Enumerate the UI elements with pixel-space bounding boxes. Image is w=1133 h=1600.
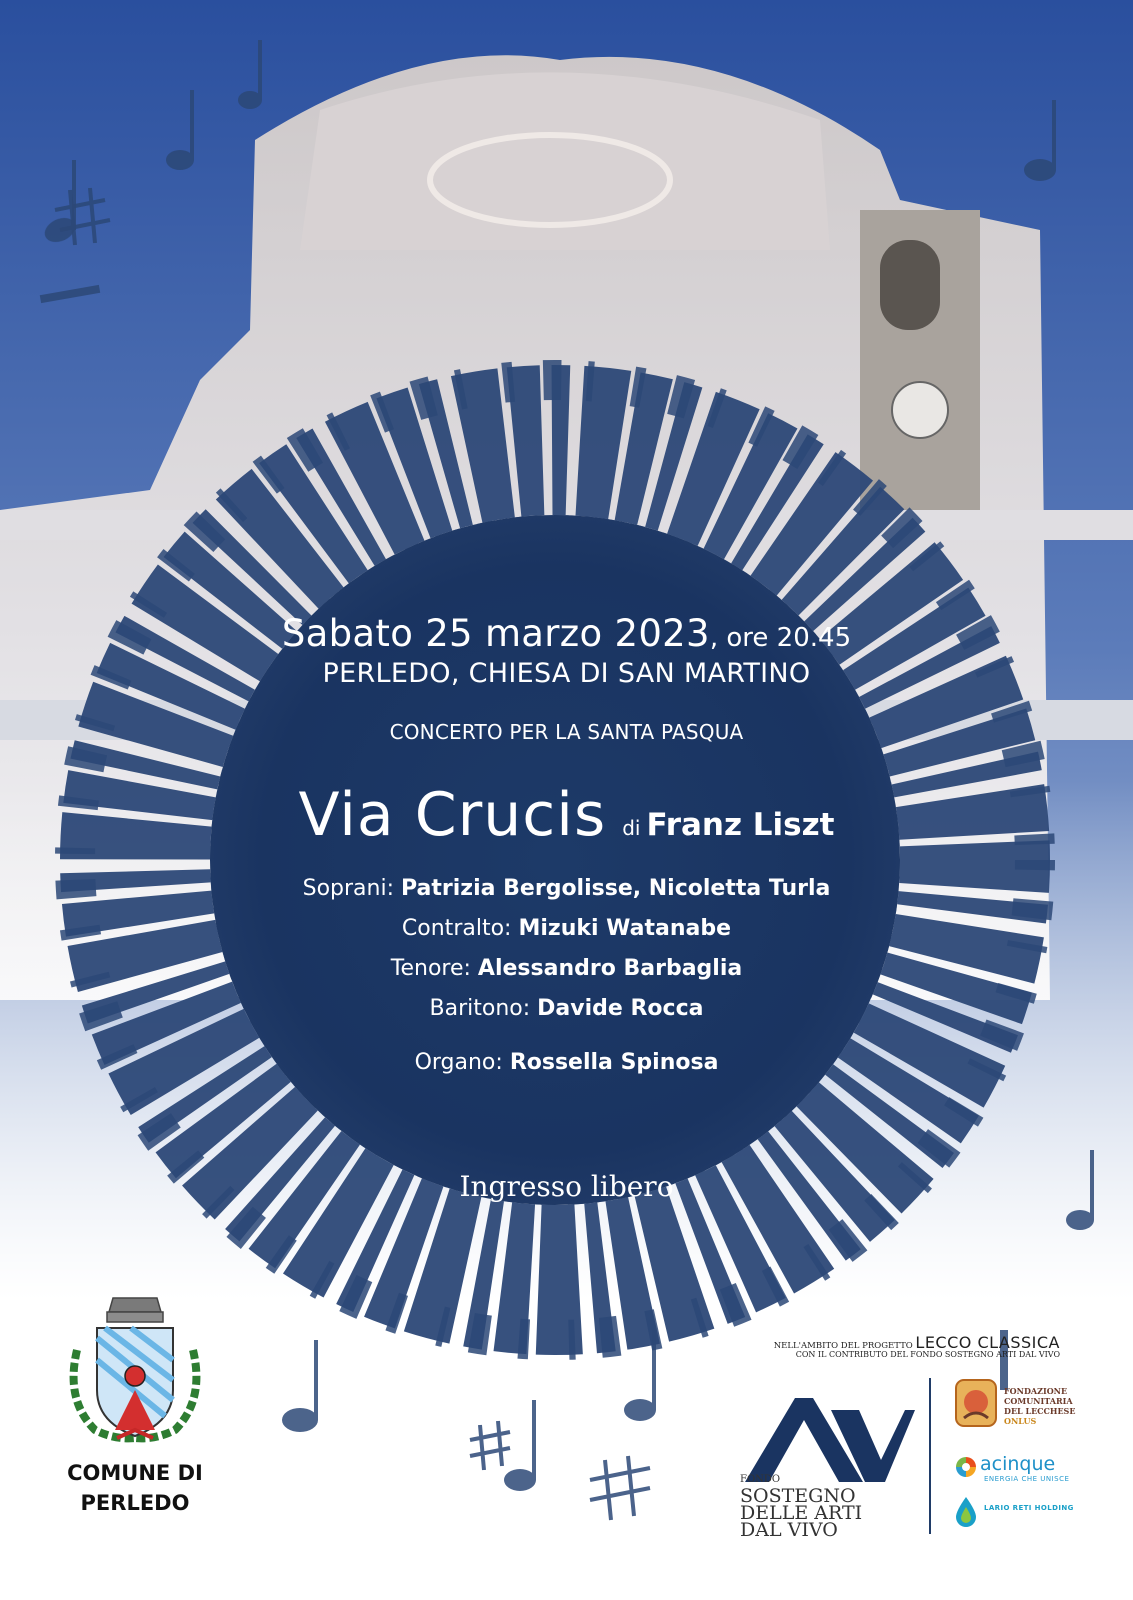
sponsor-divider — [929, 1378, 931, 1534]
comune-crest-icon — [55, 1290, 215, 1450]
event-date: Sabato 25 marzo 2023 — [281, 612, 710, 655]
performer-role: Soprani: — [302, 876, 395, 901]
fondazione-logo-icon — [954, 1378, 998, 1428]
performer-line — [0, 908, 1133, 949]
performer-line — [0, 988, 1133, 1029]
fondo-line: DELLE ARTI — [740, 1502, 863, 1524]
fondazione-line: DEL LECCHESE — [1004, 1406, 1076, 1416]
acinque-name: acinque — [980, 1453, 1056, 1475]
admission-note: Ingresso libero — [459, 1170, 674, 1203]
event-subtitle: CONCERTO PER LA SANTA PASQUA — [389, 720, 744, 744]
work-title: Via Crucis — [298, 780, 607, 850]
acinque-logo-icon — [954, 1455, 978, 1479]
performer-role: Tenore: — [390, 956, 471, 981]
project-prefix: NELL'AMBITO DEL PROGETTO — [773, 1341, 913, 1351]
performer-name: Mizuki Watanabe — [518, 916, 732, 941]
event-venue: PERLEDO, CHIESA DI SAN MARTINO — [322, 658, 811, 689]
performer-name: Rossella Spinosa — [509, 1050, 719, 1075]
fondo-line: DAL VIVO — [740, 1519, 838, 1541]
comune-label: COMUNE DI — [67, 1461, 203, 1485]
performer-role: Contralto: — [401, 916, 512, 941]
fondazione-line: FONDAZIONE — [1004, 1386, 1068, 1396]
performer-name: Alessandro Barbaglia — [477, 956, 743, 981]
event-date-line — [0, 612, 1133, 655]
fondo-label: FONDO — [740, 1474, 781, 1485]
performer-name: Patrizia Bergolisse, Nicoletta Turla — [401, 876, 831, 901]
work-by: di — [622, 816, 641, 840]
fondazione-line: COMUNITARIA — [1004, 1396, 1073, 1406]
fondo-line: SOSTEGNO — [740, 1485, 856, 1507]
work-title-line — [0, 780, 1133, 850]
fondazione-onlus: ONLUS — [1004, 1416, 1037, 1426]
event-time: , ore 20.45 — [709, 623, 852, 653]
contribution-line: CON IL CONTRIBUTO DEL FONDO SOSTEGNO ARTI DAL VIVO — [795, 1350, 1060, 1359]
project-name: LECCO CLASSICA — [915, 1333, 1060, 1352]
performer-name: Davide Rocca — [537, 996, 704, 1021]
fondo-name — [740, 1485, 863, 1541]
comune-name: PERLEDO — [80, 1491, 190, 1515]
performer-role: Baritono: — [429, 996, 531, 1021]
performer-line — [0, 1042, 1133, 1083]
performer-line — [0, 948, 1133, 989]
composer-name: Franz Liszt — [646, 807, 835, 843]
acinque-tagline: ENERGIA CHE UNISCE — [984, 1475, 1070, 1483]
fondazione-name — [1004, 1386, 1075, 1426]
lario-reti-name: LARIO RETI HOLDING — [984, 1504, 1074, 1512]
performer-role: Organo: — [414, 1050, 503, 1075]
performer-line — [0, 868, 1133, 909]
lario-reti-logo-icon — [954, 1495, 978, 1529]
